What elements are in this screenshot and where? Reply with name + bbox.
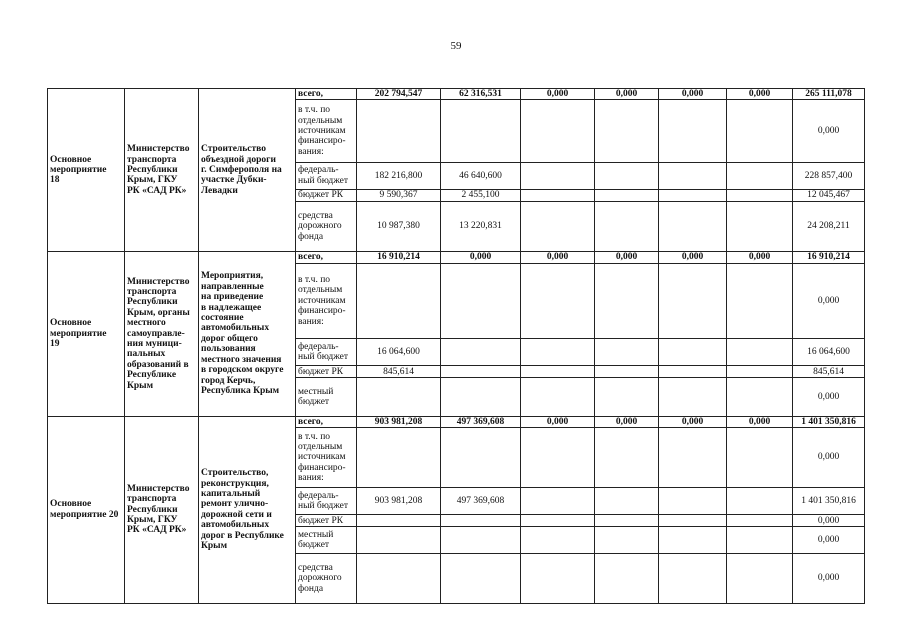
- funding-source: в т.ч. по отдельным источникам финансиро- вания:: [296, 427, 357, 487]
- year-value: [727, 527, 793, 553]
- year-value: [521, 378, 595, 416]
- year-value: [595, 162, 659, 189]
- year-value: [595, 339, 659, 366]
- year-value: 845,614: [357, 366, 441, 378]
- year-value: [521, 527, 595, 553]
- funding-source: местный бюджет: [296, 527, 357, 553]
- year-value: [441, 339, 521, 366]
- executor-name: Министерство транспорта Республики Крым, органы местного самоуправле- ния муници- пальных образований в Республике Крым: [125, 252, 199, 416]
- funding-source: всего,: [296, 252, 357, 263]
- year-value: [357, 427, 441, 487]
- year-value: 16 064,600: [357, 339, 441, 366]
- executor-name: Министерство транспорта Республики Крым, ГКУ РК «САД РК»: [125, 416, 199, 603]
- row-total: 16 064,600: [793, 339, 865, 366]
- row-total: 0,000: [793, 427, 865, 487]
- year-value: [521, 339, 595, 366]
- year-value: 0,000: [659, 416, 727, 427]
- measure-title: Строительство объездной дороги г. Симферополя на участке Дубки- Левадки: [199, 89, 296, 252]
- funding-source: бюджет РК: [296, 189, 357, 201]
- year-value: [441, 263, 521, 338]
- year-value: [659, 366, 727, 378]
- row-total: 0,000: [793, 527, 865, 553]
- table-row: [48, 416, 865, 427]
- row-total: 0,000: [793, 263, 865, 338]
- year-value: [595, 366, 659, 378]
- year-value: [357, 515, 441, 527]
- year-value: 0,000: [727, 89, 793, 100]
- executor-name: Министерство транспорта Республики Крым, ГКУ РК «САД РК»: [125, 89, 199, 252]
- year-value: 0,000: [595, 416, 659, 427]
- year-value: [727, 427, 793, 487]
- year-value: [521, 488, 595, 515]
- funding-source: в т.ч. по отдельным источникам финансиро- вания:: [296, 100, 357, 162]
- measure-name: Основное мероприятие 18: [48, 89, 125, 252]
- year-value: [521, 201, 595, 251]
- year-value: 13 220,831: [441, 201, 521, 251]
- year-value: [521, 263, 595, 338]
- year-value: [521, 162, 595, 189]
- year-value: [659, 378, 727, 416]
- year-value: [727, 553, 793, 603]
- year-value: [521, 553, 595, 603]
- year-value: 0,000: [521, 89, 595, 100]
- row-total: 265 111,078: [793, 89, 865, 100]
- row-total: 228 857,400: [793, 162, 865, 189]
- year-value: 0,000: [727, 416, 793, 427]
- year-value: 9 590,367: [357, 189, 441, 201]
- year-value: [595, 189, 659, 201]
- year-value: [659, 427, 727, 487]
- row-total: 1 401 350,816: [793, 416, 865, 427]
- year-value: 46 640,600: [441, 162, 521, 189]
- funding-source: средства дорожного фонда: [296, 201, 357, 251]
- year-value: [727, 201, 793, 251]
- funding-source: в т.ч. по отдельным источникам финансиро- вания:: [296, 263, 357, 338]
- year-value: 2 455,100: [441, 189, 521, 201]
- measure-name: Основное мероприятие 19: [48, 252, 125, 416]
- year-value: [727, 366, 793, 378]
- year-value: 0,000: [441, 252, 521, 263]
- measure-title: Строительство, реконструкция, капитальный ремонт улично- дорожной сети и автомобильных дорог в Республике Крым: [199, 416, 296, 603]
- year-value: 0,000: [595, 89, 659, 100]
- year-value: [595, 488, 659, 515]
- year-value: [727, 263, 793, 338]
- year-value: [595, 263, 659, 338]
- year-value: 182 216,800: [357, 162, 441, 189]
- funding-source: средства дорожного фонда: [296, 553, 357, 603]
- measure-title: Мероприятия, направленные на приведение в надлежащее состояние автомобильных дорог общего пользования местного значения в городском округе город Керчь, Республика Крым: [199, 252, 296, 416]
- year-value: [357, 527, 441, 553]
- year-value: [727, 515, 793, 527]
- year-value: [727, 339, 793, 366]
- year-value: [659, 100, 727, 162]
- year-value: [659, 488, 727, 515]
- year-value: [521, 427, 595, 487]
- year-value: [659, 263, 727, 338]
- year-value: [595, 100, 659, 162]
- funding-source: федераль- ный бюджет: [296, 339, 357, 366]
- year-value: [659, 189, 727, 201]
- year-value: 497 369,608: [441, 416, 521, 427]
- year-value: [521, 100, 595, 162]
- year-value: 0,000: [595, 252, 659, 263]
- year-value: [441, 527, 521, 553]
- year-value: [595, 515, 659, 527]
- year-value: [659, 515, 727, 527]
- year-value: [595, 553, 659, 603]
- funding-source: федераль- ный бюджет: [296, 162, 357, 189]
- funding-source: бюджет РК: [296, 515, 357, 527]
- year-value: [357, 553, 441, 603]
- year-value: 0,000: [659, 252, 727, 263]
- funding-source: местный бюджет: [296, 378, 357, 416]
- year-value: 903 981,208: [357, 416, 441, 427]
- row-total: 24 208,211: [793, 201, 865, 251]
- year-value: [659, 553, 727, 603]
- year-value: [659, 339, 727, 366]
- year-value: 0,000: [521, 416, 595, 427]
- year-value: [521, 189, 595, 201]
- row-total: 16 910,214: [793, 252, 865, 263]
- year-value: [727, 189, 793, 201]
- year-value: [595, 378, 659, 416]
- year-value: [441, 427, 521, 487]
- funding-source: всего,: [296, 416, 357, 427]
- year-value: [441, 100, 521, 162]
- year-value: [521, 366, 595, 378]
- year-value: 16 910,214: [357, 252, 441, 263]
- year-value: [357, 263, 441, 338]
- year-value: 0,000: [727, 252, 793, 263]
- funding-source: всего,: [296, 89, 357, 100]
- year-value: [659, 162, 727, 189]
- year-value: [521, 515, 595, 527]
- year-value: [727, 100, 793, 162]
- measure-name: Основное мероприятие 20: [48, 416, 125, 603]
- year-value: 10 987,380: [357, 201, 441, 251]
- year-value: [441, 366, 521, 378]
- year-value: [441, 515, 521, 527]
- year-value: 497 369,608: [441, 488, 521, 515]
- year-value: [727, 162, 793, 189]
- year-value: [595, 527, 659, 553]
- year-value: 0,000: [659, 89, 727, 100]
- row-total: 12 045,467: [793, 189, 865, 201]
- page-number: 59: [450, 40, 462, 52]
- year-value: [727, 378, 793, 416]
- year-value: 202 794,547: [357, 89, 441, 100]
- row-total: 1 401 350,816: [793, 488, 865, 515]
- year-value: [659, 527, 727, 553]
- year-value: 62 316,531: [441, 89, 521, 100]
- year-value: [659, 201, 727, 251]
- year-value: [441, 553, 521, 603]
- year-value: [595, 427, 659, 487]
- row-total: 0,000: [793, 553, 865, 603]
- year-value: 903 981,208: [357, 488, 441, 515]
- row-total: 0,000: [793, 378, 865, 416]
- budget-table: [47, 88, 865, 604]
- year-value: [595, 201, 659, 251]
- funding-source: федераль- ный бюджет: [296, 488, 357, 515]
- row-total: 845,614: [793, 366, 865, 378]
- funding-source: бюджет РК: [296, 366, 357, 378]
- table-row: [48, 89, 865, 100]
- year-value: [357, 378, 441, 416]
- year-value: 0,000: [521, 252, 595, 263]
- year-value: [357, 100, 441, 162]
- row-total: 0,000: [793, 515, 865, 527]
- year-value: [441, 378, 521, 416]
- table-row: [48, 252, 865, 263]
- year-value: [727, 488, 793, 515]
- row-total: 0,000: [793, 100, 865, 162]
